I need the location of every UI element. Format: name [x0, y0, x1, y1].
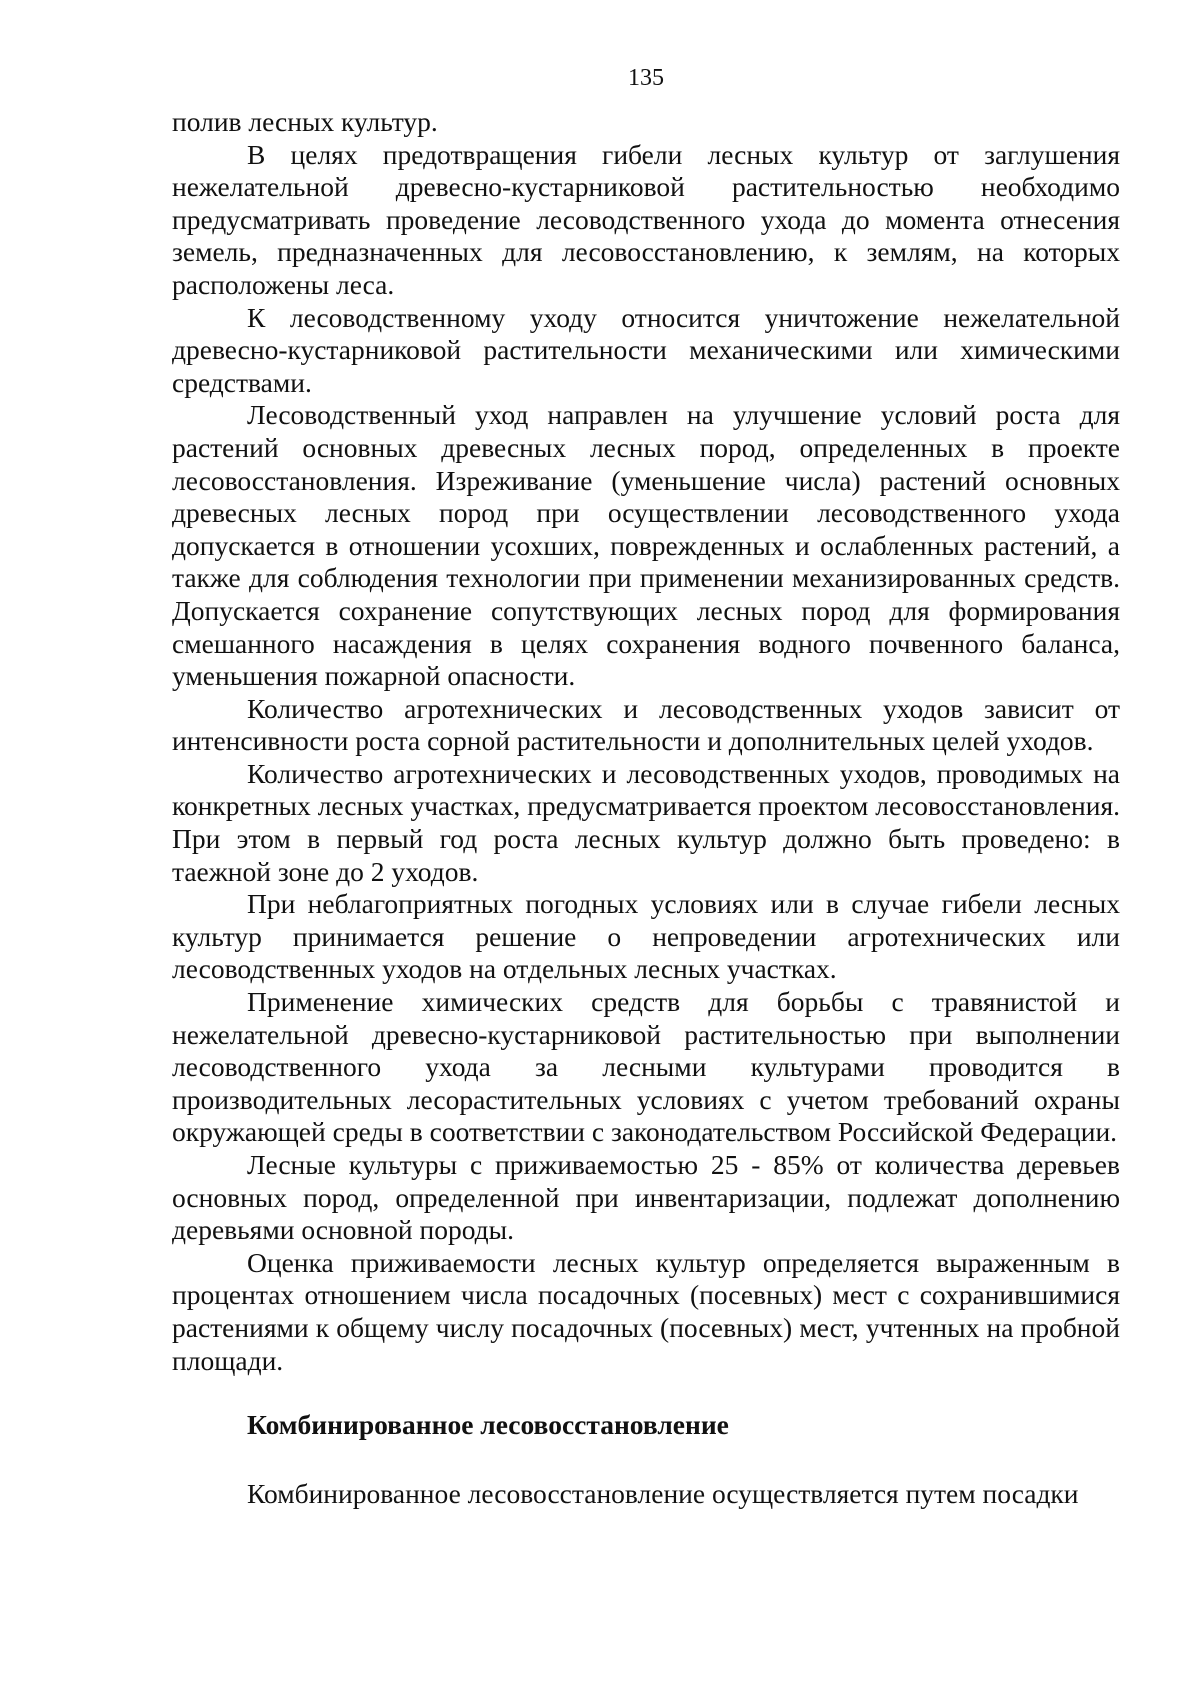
paragraph: Лесные культуры с приживаемостью 25 - 85% от количества деревьев основных пород, определенной при инвентаризации, подлежат дополнению деревьями основной породы. [172, 1149, 1120, 1246]
paragraph: Применение химических средств для борьбы с травянистой и нежелательной древесно-кустарниковой растительностью при выполнении лесоводственного ухода за лесными культурами проводится в производительных лесорастительных условиях с учетом требований охраны окружающей среды в соответствии с законодательством Российской Федерации. [172, 986, 1120, 1148]
paragraph: Оценка приживаемости лесных культур определяется выраженным в процентах отношением числа посадочных (посевных) мест с сохранившимися растениями к общему числу посадочных (посевных) мест, учтенных на пробной площади. [172, 1246, 1120, 1376]
paragraph: Количество агротехнических и лесоводственных уходов зависит от интенсивности роста сорной растительности и дополнительных целей уходов. [172, 692, 1120, 757]
section-heading: Комбинированное лесовосстановление [247, 1409, 729, 1441]
paragraph: Количество агротехнических и лесоводственных уходов, проводимых на конкретных лесных участках, предусматривается проектом лесовосстановления. При этом в первый год роста лесных культур должно быть проведено: в таежной зоне до 2 уходов. [172, 757, 1120, 887]
paragraph-continuation: полив лесных культур. [172, 106, 438, 137]
paragraph: При неблагоприятных погодных условиях или в случае гибели лесных культур принимается решение о непроведении агротехнических или лесоводственных уходов на отдельных лесных участках. [172, 888, 1120, 985]
document-page [172, 62, 1120, 1510]
paragraph: Комбинированное лесовосстановление осуществляется путем посадки [247, 1477, 1079, 1509]
page-number: 135 [628, 65, 664, 91]
paragraph: Лесоводственный уход направлен на улучшение условий роста для растений основных древесных лесных пород, определенных в проекте лесовосстановления. Изреживание (уменьшение числа) растений основных древесных лесных пород при осуществлении лесоводственного ухода допускается в отношении усохших, поврежденных и ослабленных растений, а также для соблюдения технологии при применении механизированных средств. Допускается сохранение сопутствующих лесных пород для формирования смешанного насаждения в целях сохранения водного почвенного баланса, уменьшения пожарной опасности. [172, 399, 1120, 692]
paragraph: К лесоводственному уходу относится уничтожение нежелательной древесно-кустарниковой растительности механическими или химическими средствами. [172, 301, 1120, 398]
paragraph: В целях предотвращения гибели лесных культур от заглушения нежелательной древесно-кустарниковой растительностью необходимо предусматривать проведение лесоводственного ухода до момента отнесения земель, предназначенных для лесовосстановлению, к землям, на которых расположены леса. [172, 138, 1120, 300]
